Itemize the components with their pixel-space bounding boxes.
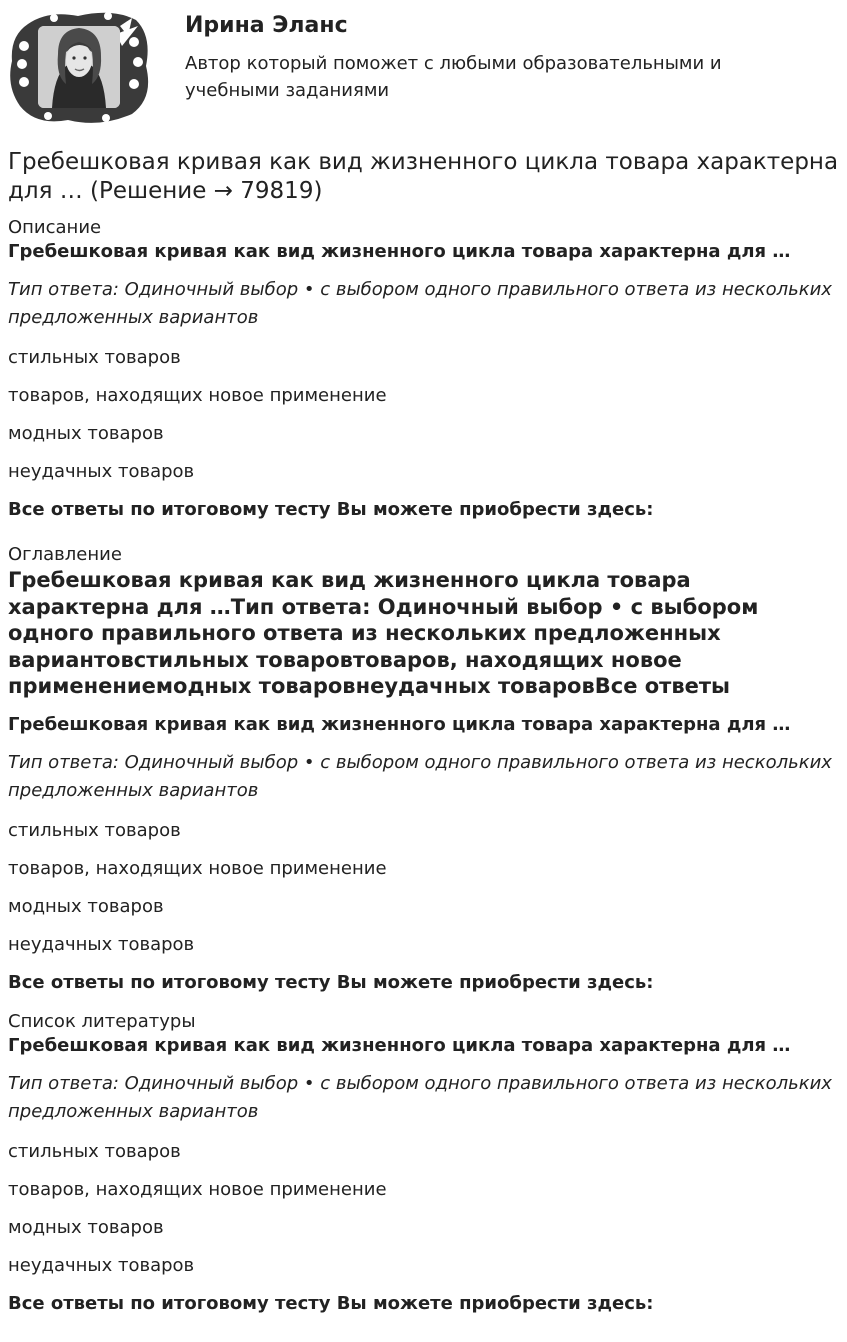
author-avatar	[8, 6, 150, 126]
option-4: неудачных товаров	[8, 1255, 195, 1276]
question-type: Тип ответа: Одиночный выбор • с выбором одного правильного ответа из нескольких предложенных вариантов	[8, 279, 832, 328]
option-4: неудачных товаров	[8, 461, 195, 482]
page	[8, 0, 839, 1314]
option-4: неудачных товаров	[8, 934, 195, 955]
section-toc	[8, 543, 839, 699]
option-3: модных товаров	[8, 896, 164, 917]
option-2: товаров, находящих новое применение	[8, 385, 387, 406]
buy-answers-text: Все ответы по итоговому тесту Вы можете приобрести здесь:	[8, 1293, 654, 1314]
option-2: товаров, находящих новое применение	[8, 858, 387, 879]
author-block	[8, 0, 839, 140]
question-text: Гребешковая кривая как вид жизненного цикла товара характерна для …	[8, 1035, 791, 1056]
option-1: стильных товаров	[8, 1141, 181, 1162]
section-heading-toc: Оглавление	[8, 544, 122, 565]
section-description	[8, 216, 839, 522]
section-question-repeat	[8, 713, 839, 995]
portrait	[38, 26, 120, 108]
section-heading-literature: Список литературы	[8, 1011, 196, 1032]
option-2: товаров, находящих новое применение	[8, 1179, 387, 1200]
question-type: Тип ответа: Одиночный выбор • с выбором одного правильного ответа из нескольких предложенных вариантов	[8, 1073, 832, 1122]
option-3: модных товаров	[8, 1217, 164, 1238]
option-3: модных товаров	[8, 423, 164, 444]
page-title: Гребешковая кривая как вид жизненного цикла товара характерна для … (Решение → 79819)	[8, 149, 839, 204]
author-description: Автор который поможет с любыми образовательными и учебными заданиями	[185, 53, 722, 101]
buy-answers-text: Все ответы по итоговому тесту Вы можете приобрести здесь:	[8, 972, 654, 993]
author-name[interactable]: Ирина Эланс	[185, 13, 348, 38]
question-text: Гребешковая кривая как вид жизненного цикла товара характерна для …	[8, 241, 791, 262]
option-1: стильных товаров	[8, 347, 181, 368]
option-1: стильных товаров	[8, 820, 181, 841]
toc-text: Гребешковая кривая как вид жизненного цикла товара характерна для …Тип ответа: Одиночный выбор • с выбором одного правильного ответа из нескольких предложенных вариантовстильных товаровтоваров, находящих новое применениемодных товаровнеудачных товаровВсе ответы	[8, 568, 759, 698]
buy-answers-text: Все ответы по итоговому тесту Вы можете приобрести здесь:	[8, 499, 654, 520]
section-heading-description: Описание	[8, 217, 102, 238]
question-type: Тип ответа: Одиночный выбор • с выбором одного правильного ответа из нескольких предложенных вариантов	[8, 752, 832, 801]
question-text: Гребешковая кривая как вид жизненного цикла товара характерна для …	[8, 714, 791, 735]
section-literature	[8, 1010, 839, 1316]
